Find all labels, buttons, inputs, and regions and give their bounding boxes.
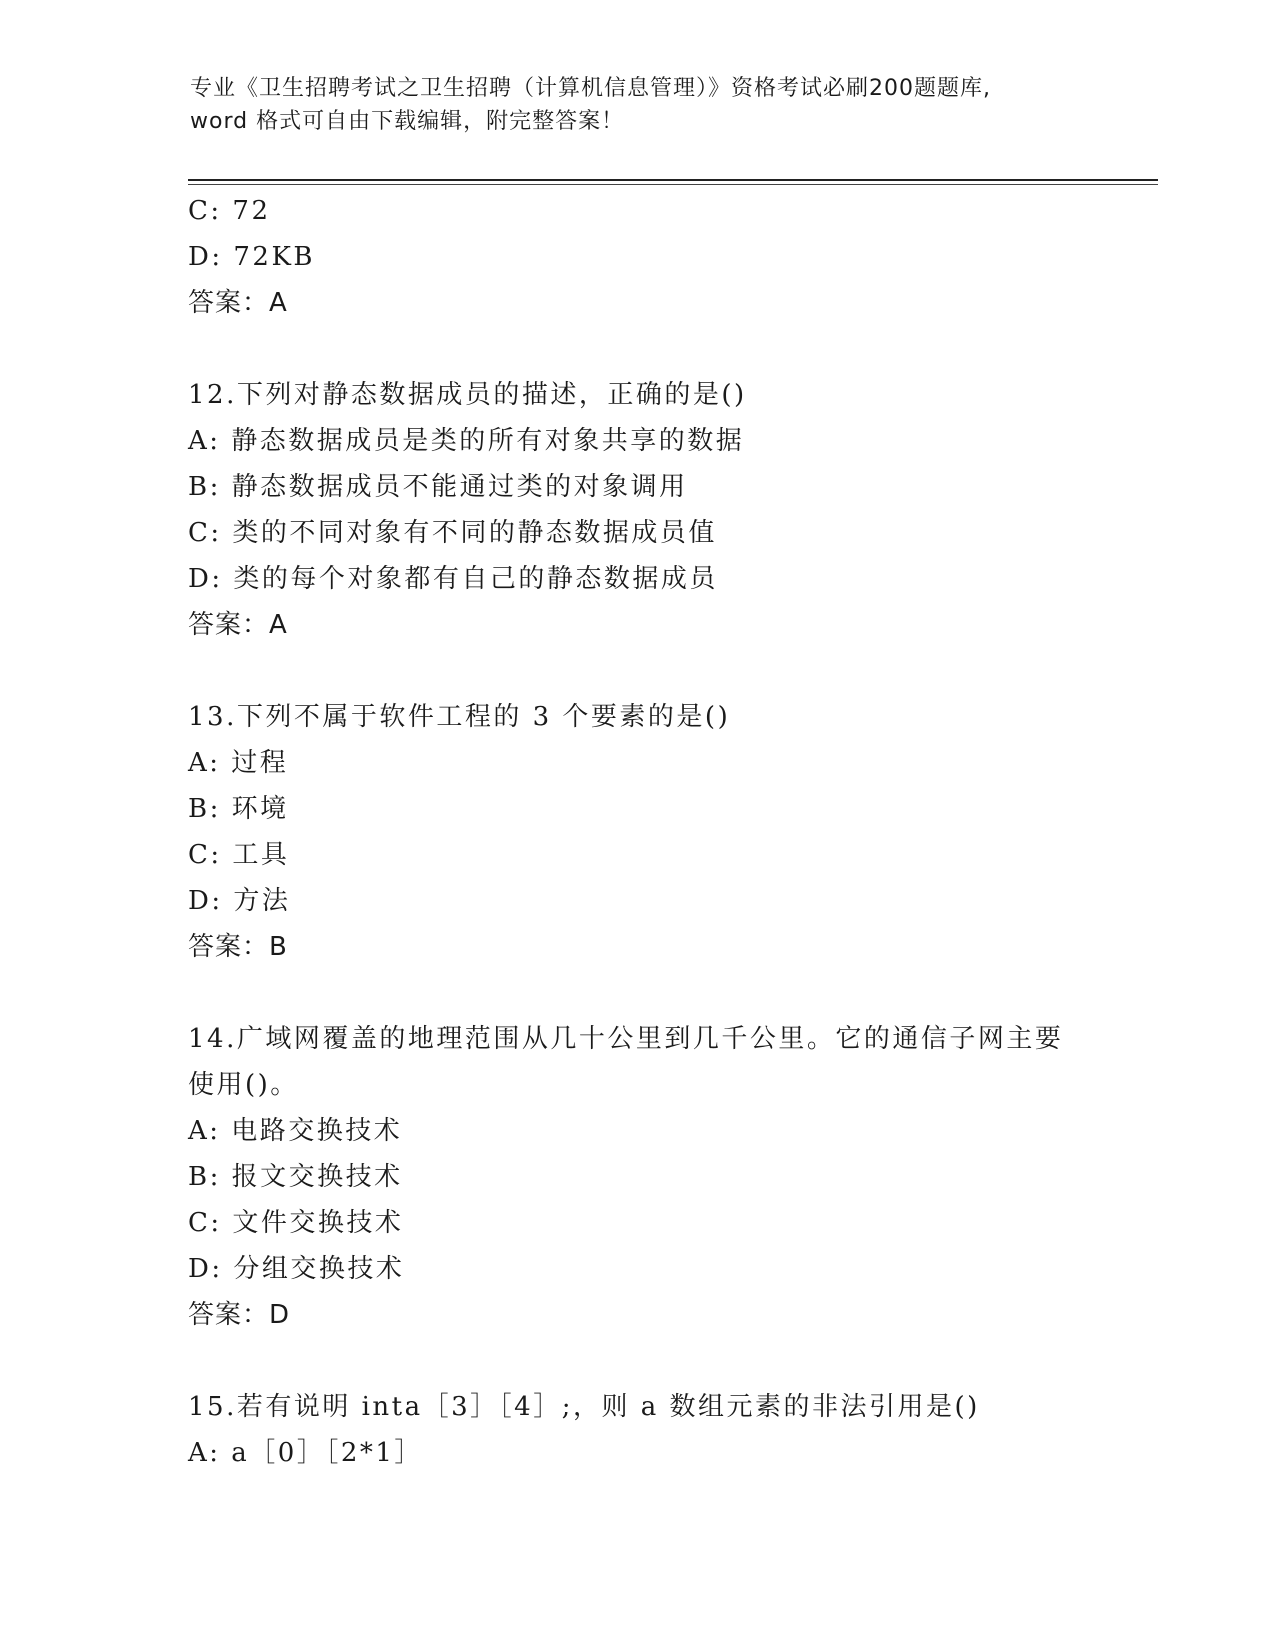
option-a: A: 过程 (188, 748, 289, 778)
header-title-line-1: 专业《卫生招聘考试之卫生招聘（计算机信息管理）》资格考试必刷200题题库, (190, 76, 991, 101)
option-d: D: 方法 (188, 886, 291, 916)
question-block-14 (188, 1016, 1088, 1338)
answer-line: 答案：A (188, 288, 288, 318)
option-b: B: 环境 (188, 794, 289, 824)
header-title-line-2: word 格式可自由下载编辑，附完整答案！ (190, 109, 625, 134)
question-stem: 12.下列对静态数据成员的描述，正确的是() (188, 380, 747, 410)
question-block-11 (188, 188, 1088, 326)
question-stem-continued: 使用()。 (188, 1070, 299, 1100)
option-c: C: 72 (188, 196, 271, 226)
option-a: A: 电路交换技术 (188, 1116, 403, 1146)
option-b: B: 报文交换技术 (188, 1162, 403, 1192)
option-a: A: a［0］［2*1］ (188, 1438, 423, 1468)
answer-line: 答案：A (188, 610, 288, 640)
question-stem: 15.若有说明 inta［3］［4］;，则 a 数组元素的非法引用是() (188, 1392, 980, 1422)
question-block-13 (188, 694, 1088, 970)
question-stem: 13.下列不属于软件工程的 3 个要素的是() (188, 702, 731, 732)
question-block-12 (188, 372, 1088, 648)
option-c: C: 类的不同对象有不同的静态数据成员值 (188, 518, 717, 548)
header-divider-thin (188, 184, 1158, 185)
option-b: B: 静态数据成员不能通过类的对象调用 (188, 472, 688, 502)
question-stem: 14.广域网覆盖的地理范围从几十公里到几千公里。它的通信子网主要 (188, 1024, 1064, 1054)
question-block-15 (188, 1384, 1088, 1476)
question-list (188, 188, 1088, 1476)
answer-line: 答案：D (188, 1300, 291, 1330)
option-d: D: 类的每个对象都有自己的静态数据成员 (188, 564, 718, 594)
option-c: C: 工具 (188, 840, 290, 870)
answer-line: 答案：B (188, 932, 288, 962)
header-divider-thick (188, 179, 1158, 181)
option-d: D: 分组交换技术 (188, 1254, 405, 1284)
option-c: C: 文件交换技术 (188, 1208, 404, 1238)
page-header (190, 72, 1090, 138)
option-d: D: 72KB (188, 242, 315, 272)
option-a: A: 静态数据成员是类的所有对象共享的数据 (188, 426, 745, 456)
